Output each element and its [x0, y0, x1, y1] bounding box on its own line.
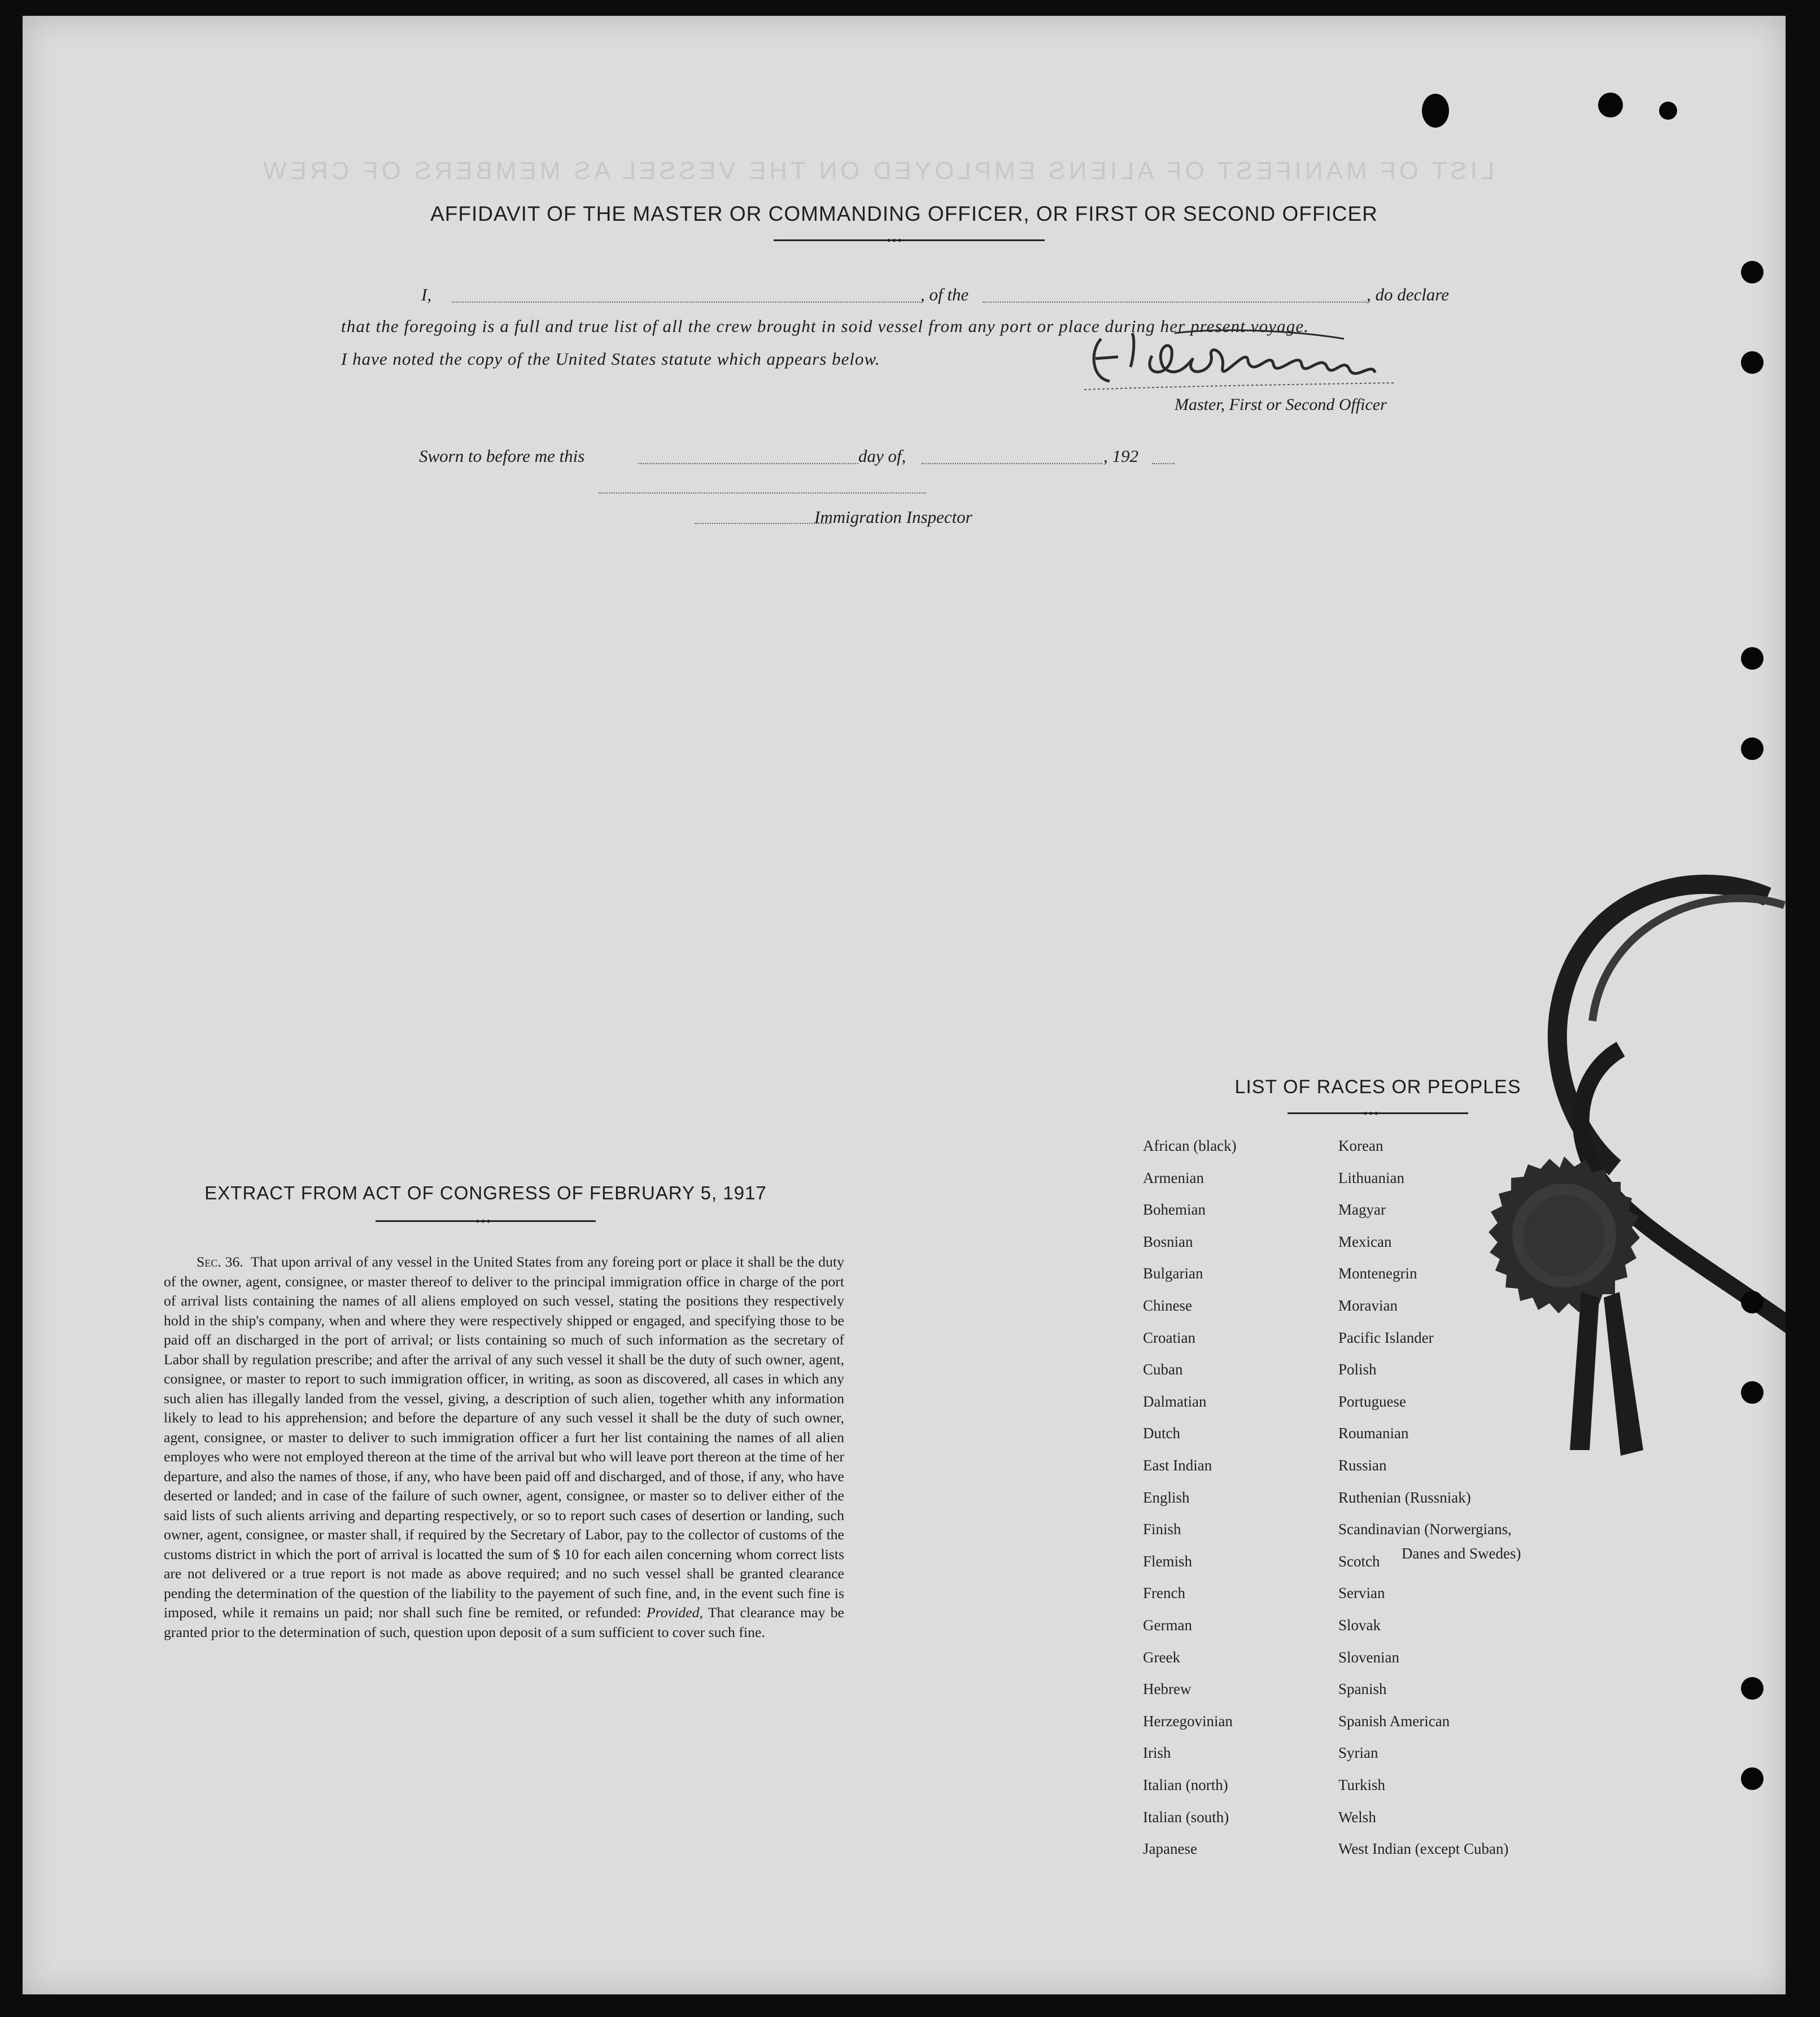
race-right-item: Magyar — [1338, 1201, 1386, 1219]
wax-seal-ribbon — [1451, 829, 1786, 1478]
affidavit-title-rule — [774, 239, 1045, 241]
sworn-day-field[interactable] — [638, 463, 858, 464]
race-left-item: Dalmatian — [1143, 1392, 1207, 1410]
affidavit-i: I, — [421, 285, 432, 304]
sworn-month-field[interactable] — [922, 463, 1102, 464]
race-left-item: Armenian — [1143, 1169, 1204, 1186]
provided-word: Provided, — [646, 1604, 703, 1621]
extract-body — [164, 1252, 844, 1642]
race-right-item: Welsh — [1338, 1808, 1376, 1826]
race-right-item: Spanish American — [1338, 1712, 1450, 1730]
vessel-name-field[interactable] — [983, 302, 1367, 303]
sworn-day-of: day of, — [858, 446, 906, 466]
master-name-field[interactable] — [452, 302, 920, 303]
race-left-item: Japanese — [1143, 1840, 1197, 1858]
race-left-item: German — [1143, 1617, 1192, 1634]
race-right-item: Ruthenian (Russniak) — [1338, 1488, 1471, 1506]
binding-hole — [1741, 647, 1764, 670]
race-right-item: Syrian — [1338, 1744, 1378, 1762]
race-left-item: Irish — [1143, 1744, 1171, 1762]
race-left-item: African (black) — [1143, 1137, 1237, 1154]
races-title: LIST OF RACES OR PEOPLES — [1234, 1076, 1521, 1098]
race-left-item: Italian (south) — [1143, 1808, 1229, 1826]
race-right-item: Moravian — [1338, 1297, 1398, 1314]
race-left-item: Hebrew — [1143, 1680, 1191, 1698]
section-label: Sec. 36. — [197, 1254, 243, 1270]
race-left-item: Finish — [1143, 1521, 1181, 1538]
inspector-label: Immigration Inspector — [814, 507, 972, 527]
binding-hole — [1598, 93, 1623, 117]
race-left-item: Croatian — [1143, 1329, 1195, 1346]
race-right-item: Lithuanian — [1338, 1169, 1404, 1186]
race-right-item: Scandinavian (Norwergians, — [1338, 1521, 1512, 1538]
race-left-item: Cuban — [1143, 1361, 1183, 1378]
race-right-item: Polish — [1338, 1361, 1377, 1378]
race-right-item: West Indian (except Cuban) — [1338, 1840, 1509, 1858]
extract-text: That upon arrival of any vessel in the United States from any foreing port or place it shall be the duty of the owner, agent, consignee, or master thereof to deliver to the principal immigration office in charge of the port of arrival lists containing the names of all aliens employed on such vessel, stating the positions they respectively hold in the ship's company, when and where they were respectively shipped or engaged, and specifying those to be paid off an discharged in the port of arrival; or lists containing so much of such information as the secretary of Labor shall by regulation prescribe; and after the arrival of any such vessel it shall be the duty of such owner, agent, consignee, or master to report to such immigration officer, in writing, as soon as discovered, all cases in which any such alien has illegally landed from the vessel, giving, a description of such alien, together whith any information likely to lead to his apprehension; and before the departure of any such vessel it shall be the duty of such owner, agent, consignee, or master to deliver to such immigration officer a furt her list containing the names of all alien employes who were not employed thereon at the time of the arrival but who will leave port thereon at the time of her departure, and also the names of those, if any, who have been paid off and discharged, and of those, if any, who have deserted or landed; and in case of the failure of such owner, agent, consignee, or master so to deliver either of the said lists of such alients arriving and departing respectively, or so to report such cases of desertion or landing, such owner, agent, consignee, or master shall, if required by the Secretary of Labor, pay to the collector of customs of the customs district in which the port of arrival is locatted the sum of $ 10 for each ailen concerning whom correct lists are not delivered or a true report is not made as above required; and no such vessel shall be granted clearance pending the determination of the question of the liability to the payement of such fine, and, in the event such fine is imposed, while it remains un paid; nor shall such fine be remited, or refunded: — [164, 1254, 844, 1621]
race-right-item: Mexican — [1338, 1233, 1392, 1250]
race-left-item: Dutch — [1143, 1425, 1180, 1442]
officer-signature — [1079, 316, 1519, 407]
sworn-prefix: Sworn to before me this — [419, 446, 585, 466]
race-right-item: Turkish — [1338, 1776, 1386, 1793]
binding-hole — [1741, 1767, 1764, 1790]
binding-hole — [1741, 351, 1764, 374]
race-right-item: Servian — [1338, 1584, 1385, 1602]
inspector-signature-field[interactable] — [599, 492, 926, 494]
race-right-item: Scotch — [1338, 1552, 1380, 1570]
race-left-item: Bosnian — [1143, 1233, 1193, 1250]
binding-hole — [1741, 1291, 1764, 1313]
race-left-item: Greek — [1143, 1648, 1180, 1666]
race-left-item: Chinese — [1143, 1297, 1192, 1314]
race-left-item: English — [1143, 1488, 1190, 1506]
affidavit-declare: , do declare — [1367, 285, 1450, 304]
affidavit-of-the: , of the — [920, 285, 969, 304]
race-right-item: Portuguese — [1338, 1392, 1406, 1410]
binding-hole — [1422, 94, 1449, 128]
race-right-item: Montenegrin — [1338, 1265, 1417, 1282]
binding-hole — [1741, 1677, 1764, 1700]
bleed-through-header: LIST OF MANIFEST OF ALIENS EMPLOYED ON THE VESSEL AS MEMBERS OF CREW — [260, 157, 1495, 185]
affidavit-title-ornament: ••• — [887, 233, 904, 247]
race-left-item: East Indian — [1143, 1457, 1212, 1474]
race-right-item: Slovenian — [1338, 1648, 1399, 1666]
race-right-item: Russian — [1338, 1457, 1387, 1474]
race-right-item: Spanish — [1338, 1680, 1387, 1698]
binding-hole — [1741, 737, 1764, 760]
manifest-page — [23, 16, 1786, 1994]
extract-title-ornament: ••• — [475, 1214, 492, 1228]
race-right-item: Korean — [1338, 1137, 1383, 1154]
sworn-year-field[interactable] — [1152, 463, 1175, 464]
race-right-item: Pacific Islander — [1338, 1329, 1434, 1346]
binding-hole — [1741, 261, 1764, 283]
binding-hole — [1659, 102, 1677, 120]
affidavit-statement: that the foregoing is a full and true list of all the crew brought in soid vessel from any port or place during her present voyage. — [341, 316, 1310, 336]
race-right-item: Roumanian — [1338, 1425, 1409, 1442]
signature-label: Master, First or Second Officer — [1175, 395, 1387, 414]
race-left-item: Italian (north) — [1143, 1776, 1228, 1793]
affidavit-statute-note: I have noted the copy of the United States statute which appears below. — [341, 349, 880, 369]
race-left-item: Bulgarian — [1143, 1265, 1203, 1282]
race-left-item: Herzegovinian — [1143, 1712, 1233, 1730]
binding-hole — [1741, 1381, 1764, 1404]
sworn-year: , 192 — [1103, 446, 1138, 466]
race-scandinavian-cont: Danes and Swedes) — [1402, 1545, 1521, 1562]
race-left-item: French — [1143, 1584, 1185, 1602]
extract-text-end: That clearance may be granted prior to the determination of such, question upon deposit of a sum sufficient to cover such fine. — [164, 1604, 845, 1640]
races-title-ornament: ••• — [1363, 1106, 1380, 1120]
affidavit-title: AFFIDAVIT OF THE MASTER OR COMMANDING OFFICER, OR FIRST OR SECOND OFFICER — [430, 202, 1378, 225]
race-left-item: Flemish — [1143, 1552, 1193, 1570]
race-left-item: Bohemian — [1143, 1201, 1206, 1219]
race-right-item: Slovak — [1338, 1617, 1381, 1634]
inspector-signature-field-2[interactable] — [695, 523, 830, 524]
extract-title: EXTRACT FROM ACT OF CONGRESS OF FEBRUARY 5, 1917 — [204, 1182, 767, 1203]
